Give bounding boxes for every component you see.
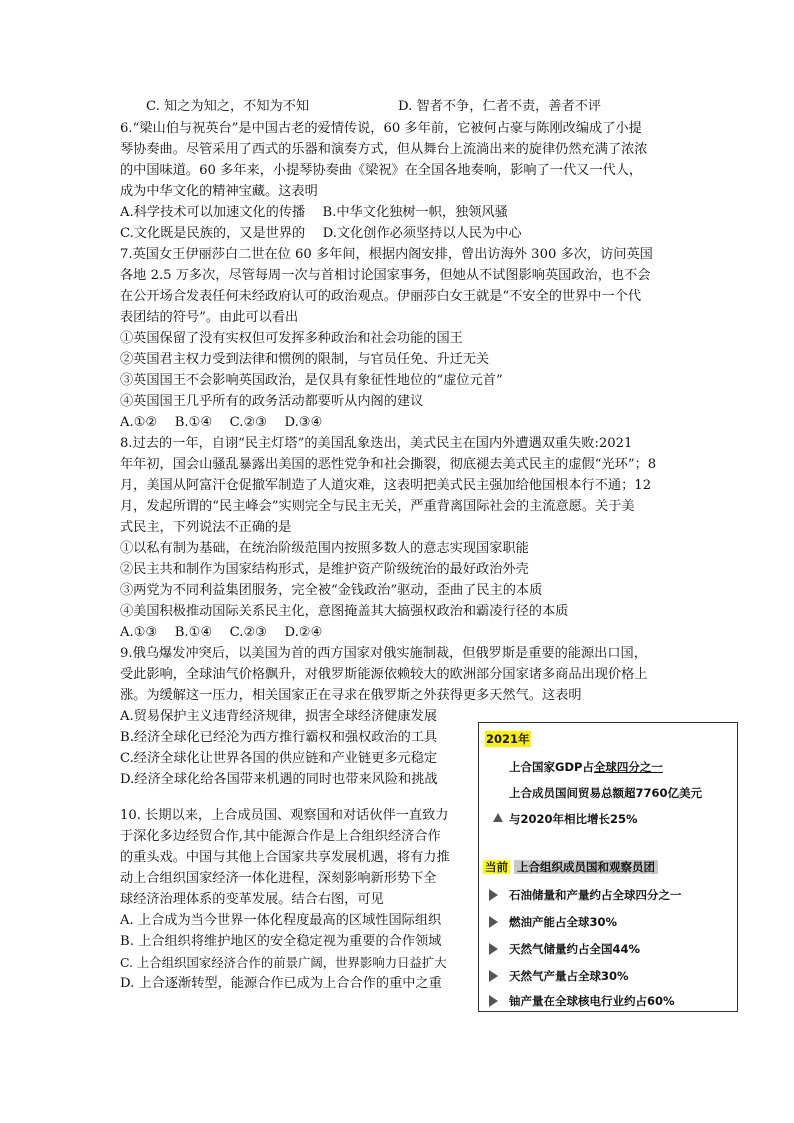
q8-stem-line: 年年初，国会山骚乱暴露出美国的恶性党争和社会撕裂，彻底褪去美式民主的虚假“光环”；8 [120,457,657,472]
option-d-q5: D. 智者不争，仁者不责，善者不评 [398,99,602,114]
q10-option-a: A. 上合成为当今世界一体化程度最高的区域性国际组织 [120,913,442,928]
q10-option-c: C. 上合组织国家经济合作的前景广阔，世界影响力日益扩大 [120,955,447,970]
trade-line: 上合成员国间贸易总额超7760亿美元 [509,786,703,800]
q8-stem-line: 8.过去的一年，自诩“民主灯塔”的美国乱象迭出，美式民主在国内外遭遇双重失败:2021 [120,436,633,451]
q6-options-cd: C.文化既是民族的，又是世界的 D.文化创作必须坚持以人民为中心 [120,226,522,241]
q8-statement: ②民主共和制作为国家结构形式，是维护资产阶级统治的最好政治外壳 [120,562,529,577]
q7-stem-line: 各地 2.5 万多次，尽管每周一次与首相讨论国家事务，但她从不试图影响英国政治，也不会 [120,268,651,283]
triangle-right-icon [489,970,498,982]
q8-statement: ④美国积极推动国际关系民主化，意图掩盖其大搞强权政治和霸凌行径的本质 [120,604,569,619]
growth-line: 与2020年相比增长25% [509,812,638,826]
q7-options: A.①② B.①④ C.②③ D.③④ [120,415,323,430]
q10-stem-line: 球经济治理体系的变革发展。结合右图，可见 [120,892,384,907]
q6-stem-line: 的中国味道。60 多年来，小提琴协奏曲《梁祝》在全国各地奏响，影响了一代又一代人， [120,163,643,178]
current-label: 当前 [485,860,508,874]
q7-statement: ②英国君主权力受到法律和惯例的限制，与官员任免、升迁无关 [120,352,490,367]
q10-stem-line: 的重头戏。中国与其他上合国家共享发展机遇，将有力推 [120,850,450,865]
stat-item: 天然气产量占全球30% [509,969,629,983]
q10-stem-line: 动上合组织国家经济一体化进程，深刻影响新形势下全 [120,871,437,886]
q6-options-ab: A.科学技术可以加速文化的传播 B.中华文化独树一帜，独领风骚 [120,205,508,220]
option-c-q5: C. 知之为知之，不知为不知 [146,99,310,114]
current-title: 上合组织成员国和观察员团 [514,860,658,874]
gdp-highlight: 全球四分之一 [593,760,663,774]
current-header [483,859,658,875]
q7-statement: ④英国国王几乎所有的政务活动都要听从内阁的建议 [120,394,424,409]
q7-stem-line: 表团结的符号”。由此可以看出 [120,310,299,325]
gdp-line [509,759,663,775]
stat-item: 燃油产能占全球30% [509,915,618,929]
q7-statement: ①英国保留了没有实权但可发挥多种政治和社会功能的国王 [120,331,463,346]
q8-stem-line: 月，美国从阿富汗仓促撤军制造了人道灾难，这表明把美式民主强加给他国根本行不通；12 [120,478,652,493]
triangle-right-icon [489,889,498,901]
q6-stem-line: 成为中华文化的精神宝藏。这表明 [120,184,318,199]
year-label: 2021年 [486,732,530,746]
q9-stem-line: 9.俄乌爆发冲突后，以美国为首的西方国家对俄实施制裁，但俄罗斯是重要的能源出口国， [120,646,647,661]
q10-stem-line: 10. 长期以来，上合成员国、观察国和对话伙伴一直致力 [120,808,449,823]
q8-statement: ③两党为不同利益集团服务，完全被“金钱政治”驱动，歪曲了民主的本质 [120,583,543,598]
gdp-prefix: 上合国家GDP占 [509,760,594,774]
q9-option-d: D.经济全球化给各国带来机遇的同时也带来风险和挑战 [120,772,438,787]
q10-stem-line: 于深化多边经贸合作,其中能源合作是上合组织经济合作 [120,829,441,844]
q9-option-b: B.经济全球化已经沦为西方推行霸权和强权政治的工具 [120,730,438,745]
q6-stem-line: 6.“梁山伯与祝英台”是中国古老的爱情传说，60 多年前，它被何占豪与陈刚改编成了小提 [120,121,642,136]
q8-stem-line: 式民主，下列说法不正确的是 [120,520,292,535]
triangle-right-icon [489,995,498,1007]
stat-item: 铀产量在全球核电行业约占60% [509,994,675,1008]
q9-stem-line: 受此影响，全球油气价格飘升，对俄罗斯能源依赖较大的欧洲部分国家诸多商品出现价格上 [120,667,648,682]
q10-option-b: B. 上合组织将维护地区的安全稳定视为重要的合作领域 [120,934,442,949]
q7-stem-line: 7.英国女王伊丽莎白二世在位 60 多年间，根据内阁安排，曾出访海外 300 多次，访问英国 [120,247,653,262]
q10-option-d: D. 上合逐渐转型，能源合作已成为上合合作的重中之重 [120,976,442,991]
q8-options: A.①③ B.①④ C.②③ D.②④ [120,625,323,640]
q9-option-a: A.贸易保护主义违背经济规律，损害全球经济健康发展 [120,709,438,724]
sco-info-box [478,722,738,1012]
triangle-up-icon [493,813,503,822]
q9-option-c: C.经济全球化让世界各国的供应链和产业链更多元稳定 [120,751,438,766]
q8-statement: ①以私有制为基础，在统治阶级范围内按照多数人的意志实现国家职能 [120,541,529,556]
stat-item: 石油储量和产量约占全球四分之一 [509,888,682,902]
stat-item: 天然气储量约占全国44% [509,942,641,956]
q9-stem-line: 涨。为缓解这一压力，相关国家正在寻求在俄罗斯之外获得更多天然气。这表明 [120,688,582,703]
triangle-right-icon [489,943,498,955]
triangle-right-icon [489,916,498,928]
q8-stem-line: 月，发起所谓的“民主峰会”实则完全与民主无关，严重背离国际社会的主流意愿。关于美 [120,499,635,514]
q7-statement: ③英国国王不会影响英国政治，是仅具有象征性地位的“虚位元首” [120,373,503,388]
q7-stem-line: 在公开场合发表任何未经政府认可的政治观点。伊丽莎白女王就是“不安全的世界中一个代 [120,289,642,304]
q6-stem-line: 琴协奏曲。尽管采用了西式的乐器和演奏方式，但从舞台上流淌出来的旋律仍然充满了浓浓 [120,142,648,157]
